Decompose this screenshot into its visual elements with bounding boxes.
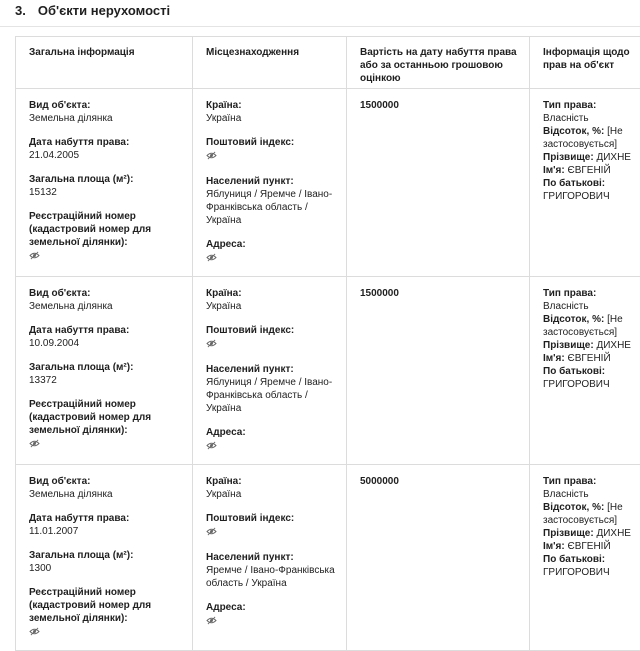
location-cell [193,465,347,651]
acq-date-label: Дата набуття права: [29,324,184,337]
value-cell [347,89,530,277]
address-label: Адреса: [206,426,338,439]
patronymic-value: ГРИГОРОВИЧ [543,566,640,579]
value-cell [347,465,530,651]
name-label: Ім'я: [543,165,565,176]
name-value: ЄВГЕНІЙ [568,541,611,552]
section-title: Об'єкти нерухомості [38,3,170,18]
locality-label: Населений пункт: [206,363,338,376]
surname-label: Прізвище: [543,528,594,539]
section-number: 3. [15,3,26,18]
address-label: Адреса: [206,238,338,251]
object-type-label: Вид об'єкта: [29,475,184,488]
object-type-value: Земельна ділянка [29,488,184,501]
postal-label: Поштовий індекс: [206,136,338,149]
area-value: 15132 [29,186,184,199]
eye-slash-icon[interactable] [29,627,40,636]
area-value: 13372 [29,374,184,387]
acq-date-value: 21.04.2005 [29,149,184,162]
location-cell [193,89,347,277]
surname-value: ДИХНЕ [596,528,631,539]
header-rights: Інформація щодо прав на об'єкт [530,37,640,89]
header-value: Вартість на дату набуття права або за останньою грошовою оцінкою [347,37,530,89]
area-label: Загальна площа (м²): [29,173,184,186]
country-value: Україна [206,112,338,125]
surname-label: Прізвище: [543,152,594,163]
right-type-label: Тип права: [543,287,640,300]
share-label: Відсоток, %: [543,502,604,513]
eye-slash-icon[interactable] [206,527,217,536]
locality-label: Населений пункт: [206,551,338,564]
eye-slash-icon[interactable] [29,439,40,448]
general-cell [16,465,193,651]
locality-value: Яремче / Івано-Франківська область / Україна [206,564,338,590]
area-label: Загальна площа (м²): [29,549,184,562]
object-type-label: Вид об'єкта: [29,287,184,300]
share-value: [Не застосовується] [543,314,623,338]
location-cell [193,277,347,465]
surname-label: Прізвище: [543,340,594,351]
surname-value: ДИХНЕ [596,152,631,163]
eye-slash-icon[interactable] [206,339,217,348]
name-label: Ім'я: [543,541,565,552]
object-type-label: Вид об'єкта: [29,99,184,112]
table-header-row [16,37,640,89]
general-cell [16,89,193,277]
eye-slash-icon[interactable] [29,251,40,260]
locality-value: Яблуниця / Яремче / Івано-Франківська область / Україна [206,376,338,415]
name-value: ЄВГЕНІЙ [568,353,611,364]
real-estate-table-wrap [15,36,640,651]
eye-slash-icon[interactable] [206,253,217,262]
right-type-label: Тип права: [543,99,640,112]
patronymic-value: ГРИГОРОВИЧ [543,378,640,391]
locality-label: Населений пункт: [206,175,338,188]
share-value: [Не застосовується] [543,126,623,150]
patronymic-label: По батькові: [543,553,640,566]
address-label: Адреса: [206,601,338,614]
acq-date-value: 10.09.2004 [29,337,184,350]
object-type-value: Земельна ділянка [29,112,184,125]
postal-label: Поштовий індекс: [206,324,338,337]
header-divider [0,26,640,27]
eye-slash-icon[interactable] [206,441,217,450]
reg-number-label: Реєстраційний номер (кадастровий номер для земельної ділянки): [29,586,184,625]
eye-slash-icon[interactable] [206,616,217,625]
acq-date-value: 11.01.2007 [29,525,184,538]
country-label: Країна: [206,475,338,488]
table-row [16,89,640,277]
acq-date-label: Дата набуття права: [29,512,184,525]
value-amount: 1500000 [360,100,399,111]
real-estate-table [15,36,640,651]
share-value: [Не застосовується] [543,502,623,526]
patronymic-label: По батькові: [543,365,640,378]
rights-cell [530,89,640,277]
area-value: 1300 [29,562,184,575]
value-cell [347,277,530,465]
general-cell [16,277,193,465]
header-general: Загальна інформація [16,37,193,89]
right-type-value: Власність [543,488,640,501]
name-value: ЄВГЕНІЙ [568,165,611,176]
right-type-label: Тип права: [543,475,640,488]
patronymic-label: По батькові: [543,177,640,190]
table-row [16,277,640,465]
locality-value: Яблуниця / Яремче / Івано-Франківська область / Україна [206,188,338,227]
name-label: Ім'я: [543,353,565,364]
share-label: Відсоток, %: [543,314,604,325]
share-label: Відсоток, %: [543,126,604,137]
area-label: Загальна площа (м²): [29,361,184,374]
right-type-value: Власність [543,112,640,125]
reg-number-label: Реєстраційний номер (кадастровий номер для земельної ділянки): [29,210,184,249]
country-label: Країна: [206,287,338,300]
value-amount: 1500000 [360,288,399,299]
eye-slash-icon[interactable] [206,151,217,160]
acq-date-label: Дата набуття права: [29,136,184,149]
country-value: Україна [206,300,338,313]
header-location: Місцезнаходження [193,37,347,89]
right-type-value: Власність [543,300,640,313]
rights-cell [530,277,640,465]
postal-label: Поштовий індекс: [206,512,338,525]
surname-value: ДИХНЕ [596,340,631,351]
rights-cell [530,465,640,651]
patronymic-value: ГРИГОРОВИЧ [543,190,640,203]
country-value: Україна [206,488,338,501]
country-label: Країна: [206,99,338,112]
object-type-value: Земельна ділянка [29,300,184,313]
value-amount: 5000000 [360,476,399,487]
reg-number-label: Реєстраційний номер (кадастровий номер для земельної ділянки): [29,398,184,437]
table-row [16,465,640,651]
section-header [0,0,640,26]
